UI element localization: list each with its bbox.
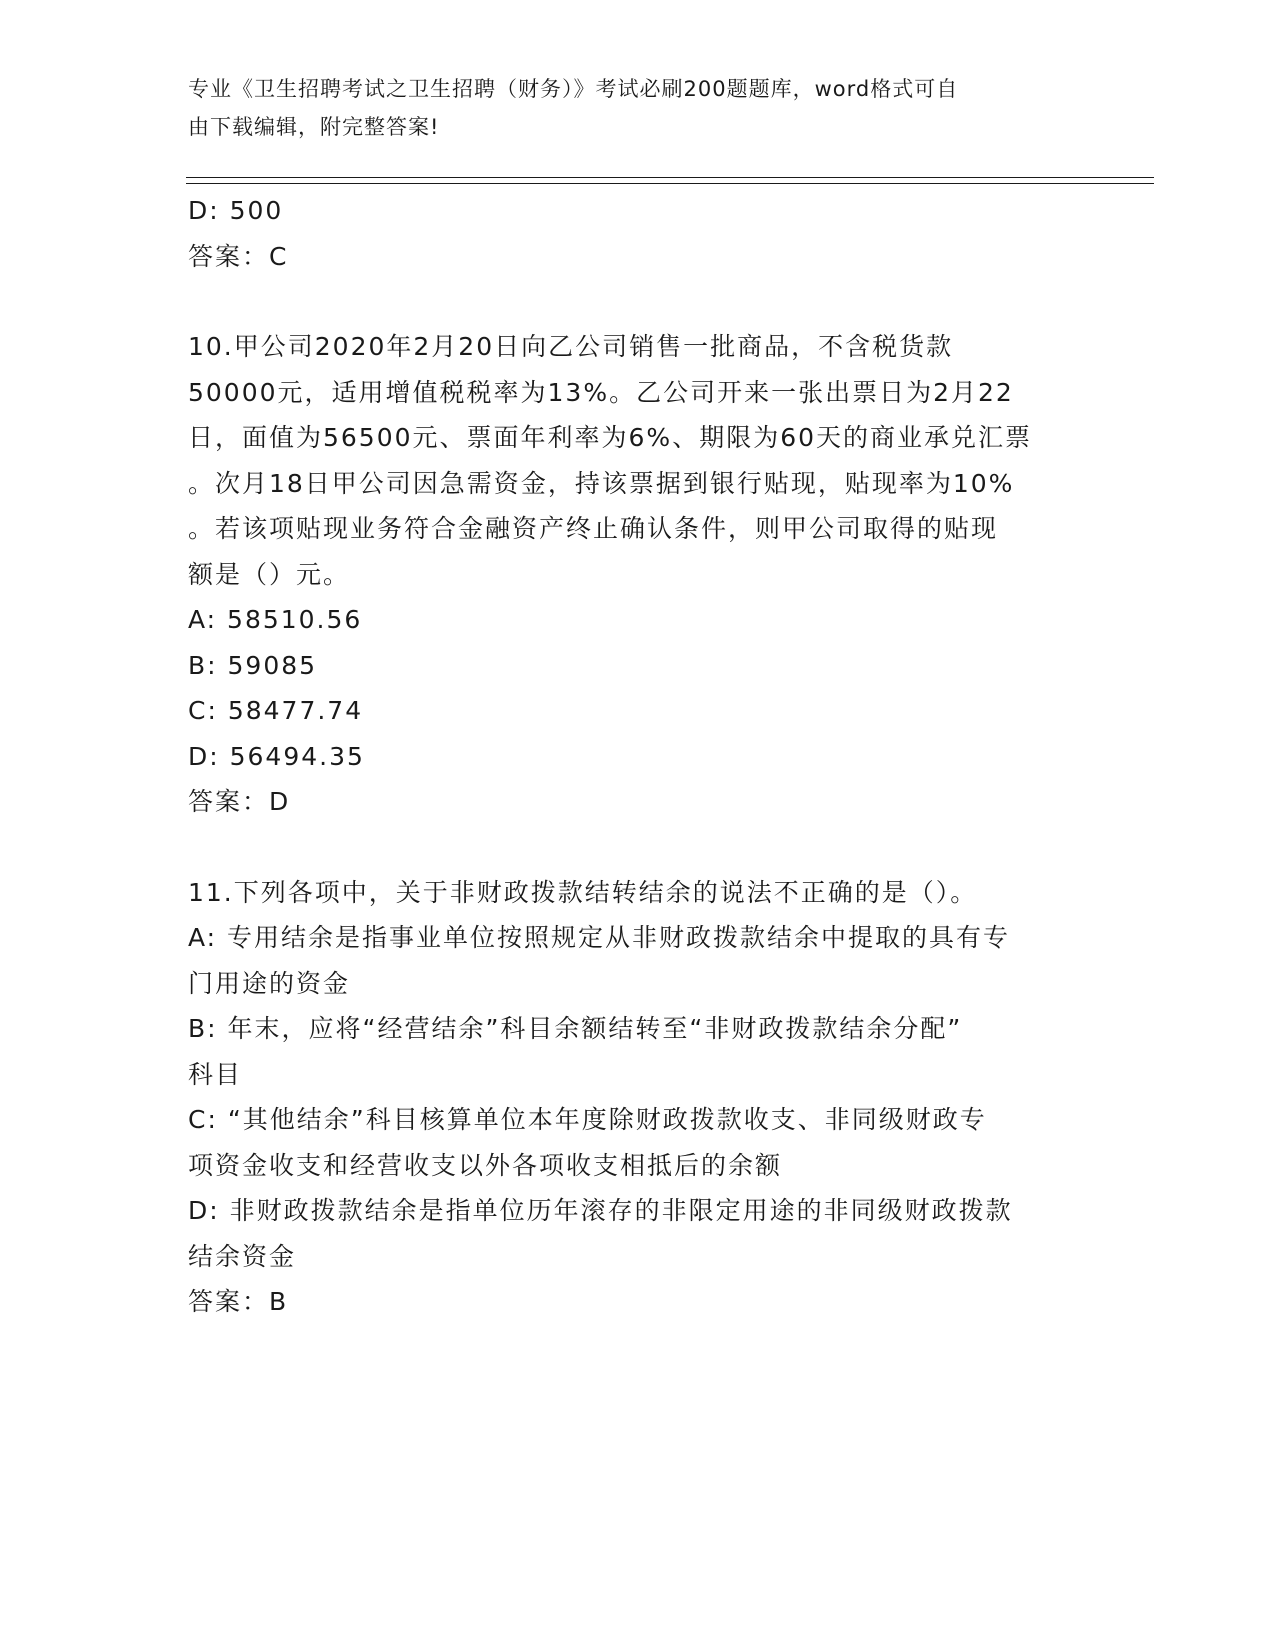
question-11 xyxy=(188,870,1088,1325)
question-stem-line: 。若该项贴现业务符合金融资产终止确认条件，则甲公司取得的贴现 xyxy=(188,514,999,543)
option-b-continued: 科目 xyxy=(188,1059,243,1089)
document-body xyxy=(188,188,1088,1325)
question-stem-line: 。次月18日甲公司因急需资金，持该票据到银行贴现，贴现率为10% xyxy=(188,468,1015,498)
page-header xyxy=(188,70,1088,146)
header-divider-top xyxy=(186,177,1154,178)
question-stem-line: 10.甲公司2020年2月20日向乙公司销售一批商品，不含税货款 xyxy=(188,332,954,361)
option-d-continued: 结余资金 xyxy=(188,1241,297,1271)
option-d: D: 非财政拨款结余是指单位历年滚存的非限定用途的非同级财政拨款 xyxy=(188,1196,1013,1225)
option-d: D: 500 xyxy=(188,196,284,225)
option-c-continued: 项资金收支和经营收支以外各项收支相抵后的余额 xyxy=(188,1150,783,1180)
answer-line: 答案：C xyxy=(188,241,289,271)
question-stem-line: 额是（）元。 xyxy=(188,559,351,589)
option-c: C: 58477.74 xyxy=(188,696,364,725)
question-10 xyxy=(188,324,1088,825)
option-c: C: “其他结余”科目核算单位本年度除财政拨款收支、非同级财政专 xyxy=(188,1105,987,1134)
question-stem-line: 11.下列各项中，关于非财政拨款结转结余的说法不正确的是（）。 xyxy=(188,877,978,907)
question-stem-line: 50000元，适用增值税税率为13%。乙公司开来一张出票日为2月22 xyxy=(188,377,1014,407)
answer-line: 答案：B xyxy=(188,1287,289,1316)
header-line-2: 由下载编辑，附完整答案! xyxy=(188,115,440,139)
option-b: B: 年末，应将“经营结余”科目余额结转至“非财政拨款结余分配” xyxy=(188,1014,963,1043)
option-a-continued: 门用途的资金 xyxy=(188,968,351,998)
previous-question-tail xyxy=(188,188,1088,279)
option-d: D: 56494.35 xyxy=(188,741,365,771)
question-gap xyxy=(188,279,1088,324)
question-gap xyxy=(188,825,1088,870)
option-b: B: 59085 xyxy=(188,650,318,680)
header-divider-bottom xyxy=(186,183,1154,184)
header-line-1: 专业《卫生招聘考试之卫生招聘（财务）》考试必刷200题题库，word格式可自 xyxy=(188,77,959,101)
question-stem-line: 日，面值为56500元、票面年利率为6%、期限为60天的商业承兑汇票 xyxy=(188,423,1033,452)
option-a: A: 专用结余是指事业单位按照规定从非财政拨款结余中提取的具有专 xyxy=(188,923,1011,952)
option-a: A: 58510.56 xyxy=(188,605,363,634)
answer-line: 答案：D xyxy=(188,787,291,816)
